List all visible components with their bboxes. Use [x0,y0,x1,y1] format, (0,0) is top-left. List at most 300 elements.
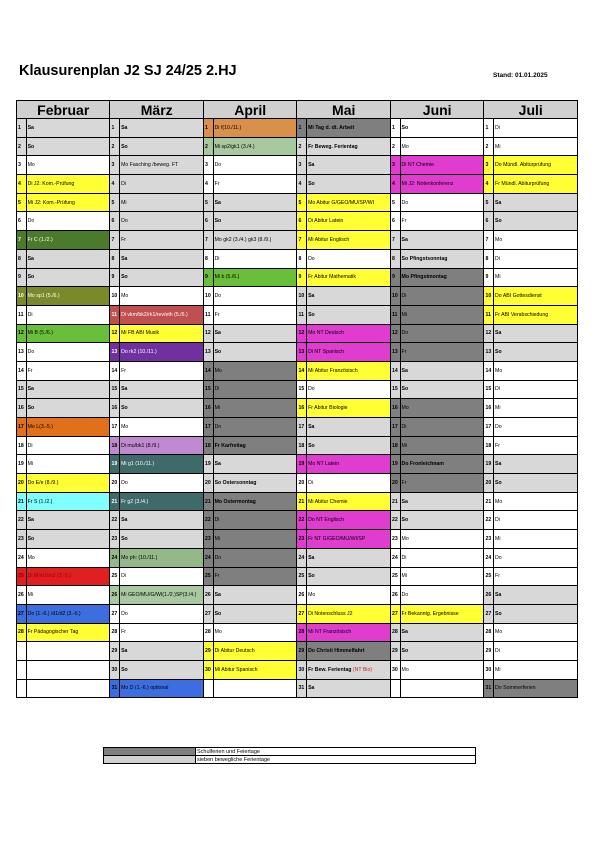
day-entry-text: So [495,610,502,617]
day-number: 31 [110,679,120,698]
day-number: 26 [390,586,400,605]
day-number: 9 [390,268,400,287]
day-entry-text: Di [121,180,126,187]
day-entry [120,287,204,306]
day-entry-text: Do Fronleichnam [401,461,444,468]
day-entry-text: Mi B (5./6.) [27,330,53,337]
day-number: 6 [203,212,213,231]
day-entry [400,268,484,287]
day-entry [307,305,391,324]
day-number [203,679,213,698]
calendar-row [17,436,578,455]
day-entry-text: Do Christi Himmelfahrt [308,648,365,655]
month-header: Mai [297,101,390,119]
month-header: Juni [390,101,483,119]
calendar-row [17,175,578,194]
day-entry-text: Di [495,386,500,393]
day-number: 23 [390,530,400,549]
calendar-row [17,455,578,474]
day-number: 28 [110,623,120,642]
day-entry [307,343,391,362]
day-entry [307,418,391,437]
day-entry-text: Di [495,255,500,262]
day-number: 25 [390,567,400,586]
calendar-row [17,511,578,530]
day-entry [400,511,484,530]
day-entry-text: Sa [308,162,315,169]
day-entry [494,156,578,175]
day-entry-text: Do [308,255,315,262]
day-entry [400,193,484,212]
day-entry [120,193,204,212]
day-entry-text: Sa [121,255,128,262]
day-number: 13 [297,343,307,362]
day-entry [307,156,391,175]
day-entry [494,492,578,511]
day-number: 11 [110,305,120,324]
day-number: 11 [484,305,494,324]
day-entry-text: Mo [401,535,409,542]
day-number: 28 [390,623,400,642]
day-entry-text: Do ABI Gottesdienst [495,293,542,300]
day-entry-text: Do Mündl. Abiturprüfung [495,162,551,169]
day-entry-text: Sa [27,517,34,524]
day-entry-text: Sa [401,629,408,636]
day-entry [307,474,391,493]
day-number: 18 [484,436,494,455]
day-entry-text: Fr Abitur Biologie [308,405,348,412]
day-entry-text: Mi Abitur Spanisch [214,666,258,673]
day-number: 13 [484,343,494,362]
day-number: 1 [17,119,27,138]
day-entry [26,193,110,212]
day-entry-text: Sa [27,124,34,131]
day-number: 20 [17,474,27,493]
day-entry [494,548,578,567]
day-entry [494,193,578,212]
day-number: 5 [390,193,400,212]
day-entry [120,679,204,698]
day-entry [213,156,297,175]
day-entry [120,418,204,437]
day-number: 14 [110,361,120,380]
day-number: 15 [297,380,307,399]
day-number: 17 [17,418,27,437]
day-number: 21 [484,492,494,511]
day-entry-text: So [495,479,502,486]
day-entry-text: Sa [214,592,221,599]
day-number: 1 [484,119,494,138]
day-number: 1 [110,119,120,138]
day-number: 12 [110,324,120,343]
legend-swatch-holidays [104,748,196,756]
day-entry [400,548,484,567]
day-entry-text: Di Abitur Latein [308,218,344,225]
day-entry-text: So [495,218,502,225]
day-entry-text: Fr [214,573,220,580]
calendar-row [17,119,578,138]
day-number: 1 [203,119,213,138]
day-number: 3 [297,156,307,175]
day-entry [26,436,110,455]
day-entry [400,604,484,623]
day-number: 10 [484,287,494,306]
day-number: 21 [390,492,400,511]
day-number: 1 [297,119,307,138]
day-entry [494,418,578,437]
month-header-row [17,101,578,119]
day-entry-text: Mo Ostermontag [214,498,256,505]
day-entry [26,418,110,437]
month-header: April [203,101,297,119]
day-entry [307,642,391,661]
day-number: 9 [110,268,120,287]
day-entry-text: Mo [495,367,503,374]
day-entry [400,474,484,493]
day-entry-text: Mo [495,498,503,505]
day-entry-text: Di [401,554,407,561]
calendar-row [17,623,578,642]
calendar-row [17,305,578,324]
day-entry [400,212,484,231]
day-number: 22 [484,511,494,530]
day-number: 9 [484,268,494,287]
day-entry [400,418,484,437]
day-number: 15 [390,380,400,399]
day-number: 30 [203,660,213,679]
day-entry-text: Sa [214,199,221,206]
day-number: 16 [203,399,213,418]
day-number: 27 [110,604,120,623]
day-entry-text: Mi FB ABI Musik [121,330,160,337]
day-number: 18 [203,436,213,455]
day-entry [494,474,578,493]
day-entry-text: Di f(10./11.) [214,124,242,131]
calendar-row [17,548,578,567]
day-entry [213,380,297,399]
calendar-row [17,193,578,212]
day-entry [494,324,578,343]
day-number: 19 [17,455,27,474]
day-entry [307,660,391,679]
day-entry-note: (NT Bio) [352,666,373,673]
day-entry-text: Fr Bew. Ferientag [308,666,352,673]
calendar-row [17,156,578,175]
day-entry-text: Fr Beweg. Ferientag [308,143,358,150]
day-entry-text: Mo ph: (10./11.) [121,554,158,561]
day-entry-text: Fr [121,367,126,374]
calendar-row [17,679,578,698]
day-entry-text: Mi [401,573,408,580]
calendar-row [17,231,578,250]
day-number: 27 [390,604,400,623]
day-entry-text: Fr Mündl. Abiturprüfung [495,180,550,187]
day-entry-text: Mo [214,629,222,636]
day-entry-text: So [308,180,315,187]
day-entry [307,492,391,511]
day-number: 25 [17,567,27,586]
day-number: 3 [484,156,494,175]
day-number: 16 [110,399,120,418]
day-entry [494,287,578,306]
day-number: 22 [297,511,307,530]
day-entry [26,156,110,175]
day-number: 5 [203,193,213,212]
day-entry-text: Mi Abitur Chemie [308,498,348,505]
day-number: 6 [484,212,494,231]
day-entry-text: Mi g1 (10./11.) [121,461,155,468]
calendar-row [17,399,578,418]
day-number: 23 [203,530,213,549]
day-entry-text: Di Abitur Deutsch [214,648,255,655]
day-entry-text: Sa [401,367,408,374]
day-entry [400,623,484,642]
day-number: 12 [17,324,27,343]
day-number: 29 [390,642,400,661]
day-number: 19 [484,455,494,474]
calendar-row [17,604,578,623]
day-number: 20 [297,474,307,493]
day-entry [26,343,110,362]
day-entry [120,137,204,156]
day-entry [26,119,110,138]
day-entry-text: Di [27,311,33,318]
day-number: 23 [484,530,494,549]
day-number: 6 [390,212,400,231]
day-entry-text: Mi [495,405,501,412]
day-number: 14 [203,361,213,380]
day-entry-text: Do Sommerferien [495,685,536,692]
day-number: 14 [297,361,307,380]
day-entry-text: So [401,124,409,131]
day-entry [494,623,578,642]
day-number: 22 [203,511,213,530]
day-number: 11 [390,305,400,324]
day-entry [307,231,391,250]
day-entry [26,268,110,287]
day-entry [120,586,204,605]
day-number: 11 [297,305,307,324]
day-entry [213,399,297,418]
day-number: 18 [110,436,120,455]
day-entry-text: Sa [308,423,315,430]
day-number: 20 [484,474,494,493]
day-entry [120,492,204,511]
day-number [17,660,27,679]
day-entry [307,380,391,399]
day-entry [400,399,484,418]
exam-calendar-table [16,100,578,698]
day-entry [494,436,578,455]
day-number: 10 [390,287,400,306]
day-entry-text: Mi Abitur Französisch [308,367,358,374]
day-number: 29 [110,642,120,661]
day-number: 21 [203,492,213,511]
day-number: 16 [297,399,307,418]
day-entry [213,305,297,324]
day-entry-text: Di [401,423,407,430]
day-entry-text: Do [401,199,409,206]
day-entry-text: Do E/e (8./9.) [27,479,59,486]
day-number: 7 [17,231,27,250]
day-entry [213,268,297,287]
day-number: 8 [484,249,494,268]
day-number: 28 [17,623,27,642]
day-entry-text: Mi [495,274,501,281]
day-entry [400,642,484,661]
day-entry-text: Fr [214,311,220,318]
day-entry-text: So [308,573,315,580]
day-number: 7 [484,231,494,250]
day-entry [400,305,484,324]
day-entry [120,623,204,642]
day-number: 5 [17,193,27,212]
day-entry-text: Di mu/bk1 (8./9.) [121,442,160,449]
day-entry [400,380,484,399]
day-entry [307,361,391,380]
day-entry-text: Di [495,648,500,655]
day-entry [400,156,484,175]
day-number: 15 [203,380,213,399]
day-number: 16 [484,399,494,418]
calendar-row [17,660,578,679]
day-entry-text: Mo Fasching /beweg. FT [121,162,179,169]
day-entry-text: Di [214,386,220,393]
day-number: 31 [297,679,307,698]
day-entry-text: Mo gk2 (3./4.) gk3 (8./9.) [214,236,272,243]
day-entry-text: So [214,349,222,356]
day-entry-text: Fr Bekanntg. Ergebnisse [401,610,459,617]
day-entry-text: Sa [401,236,408,243]
day-entry [213,474,297,493]
calendar-row [17,361,578,380]
day-entry-text: So [401,517,409,524]
day-entry [213,212,297,231]
day-entry [494,530,578,549]
day-number: 27 [17,604,27,623]
calendar-row [17,268,578,287]
day-entry-text: Fr S (1./2.) [27,498,53,505]
day-number [390,679,400,698]
day-number: 13 [390,343,400,362]
day-entry-text: Mo Pfingstmontag [401,274,447,281]
day-number: 25 [484,567,494,586]
month-header: Februar [17,101,110,119]
day-entry [120,604,204,623]
day-entry-text: Sa [214,330,221,337]
day-entry [26,212,110,231]
legend-swatch-movable-days [104,756,196,764]
day-entry-text: Mi GEO/MU/G/WI(1./2.)SP(3./4.) [121,592,197,599]
day-entry [400,119,484,138]
day-number: 15 [484,380,494,399]
day-number: 17 [203,418,213,437]
day-entry [213,361,297,380]
day-entry-text: Di [214,255,220,262]
day-number: 8 [297,249,307,268]
day-entry-text: Fr [121,236,126,243]
day-entry [494,249,578,268]
day-entry [120,399,204,418]
day-entry [494,343,578,362]
day-entry-text: So [214,218,222,225]
day-entry [307,268,391,287]
day-entry [307,175,391,194]
day-number: 14 [390,361,400,380]
day-entry [213,511,297,530]
day-number: 14 [484,361,494,380]
day-entry [26,175,110,194]
day-entry [120,511,204,530]
day-entry [307,137,391,156]
day-number: 17 [297,418,307,437]
day-entry [213,193,297,212]
day-entry [307,604,391,623]
day-entry [307,119,391,138]
day-entry [213,679,297,698]
day-number: 24 [484,548,494,567]
day-entry [213,604,297,623]
day-number: 27 [203,604,213,623]
day-entry-text: Mo [401,143,409,150]
calendar-row [17,567,578,586]
day-entry [120,530,204,549]
day-number: 25 [203,567,213,586]
day-number: 4 [203,175,213,194]
day-number: 31 [484,679,494,698]
day-entry-text: So [401,386,409,393]
day-entry-text: Fr NT G/GEO/MU/WI/SP [308,535,366,542]
day-entry-text: Fr C (1./2.) [27,236,53,243]
day-number: 22 [390,511,400,530]
day-number: 24 [17,548,27,567]
day-number: 7 [203,231,213,250]
day-number: 2 [110,137,120,156]
day-number: 15 [110,380,120,399]
day-number: 27 [484,604,494,623]
day-number: 8 [17,249,27,268]
day-number: 30 [484,660,494,679]
day-number: 19 [390,455,400,474]
day-entry [26,287,110,306]
day-entry-text: Sa [401,498,408,505]
day-number: 27 [297,604,307,623]
day-entry [120,380,204,399]
day-entry-text: So [27,405,35,412]
day-entry-text: Fr [401,218,407,225]
day-number: 9 [17,268,27,287]
day-entry [213,418,297,437]
day-entry-text: Di [121,573,126,580]
day-entry-text: Mi J2: Notenkonferenz [401,180,454,187]
day-entry-text: So [308,442,315,449]
day-number: 8 [203,249,213,268]
day-entry-text: Mi Abitur Englisch [308,236,350,243]
day-entry-text: So [121,274,128,281]
day-entry [213,287,297,306]
day-entry-text: Sa [121,648,128,655]
day-entry [400,361,484,380]
day-entry-text: Do [27,218,35,225]
day-number: 10 [297,287,307,306]
day-entry [400,679,484,698]
day-entry-text: Mo [401,666,409,673]
day-entry-text: Sa [495,461,502,468]
day-number: 5 [484,193,494,212]
day-entry-text: Fr Pädagogischer Tag [27,629,79,636]
day-entry-text: Di M/m1/m2 (3.-5.) [27,573,71,580]
day-entry [307,511,391,530]
